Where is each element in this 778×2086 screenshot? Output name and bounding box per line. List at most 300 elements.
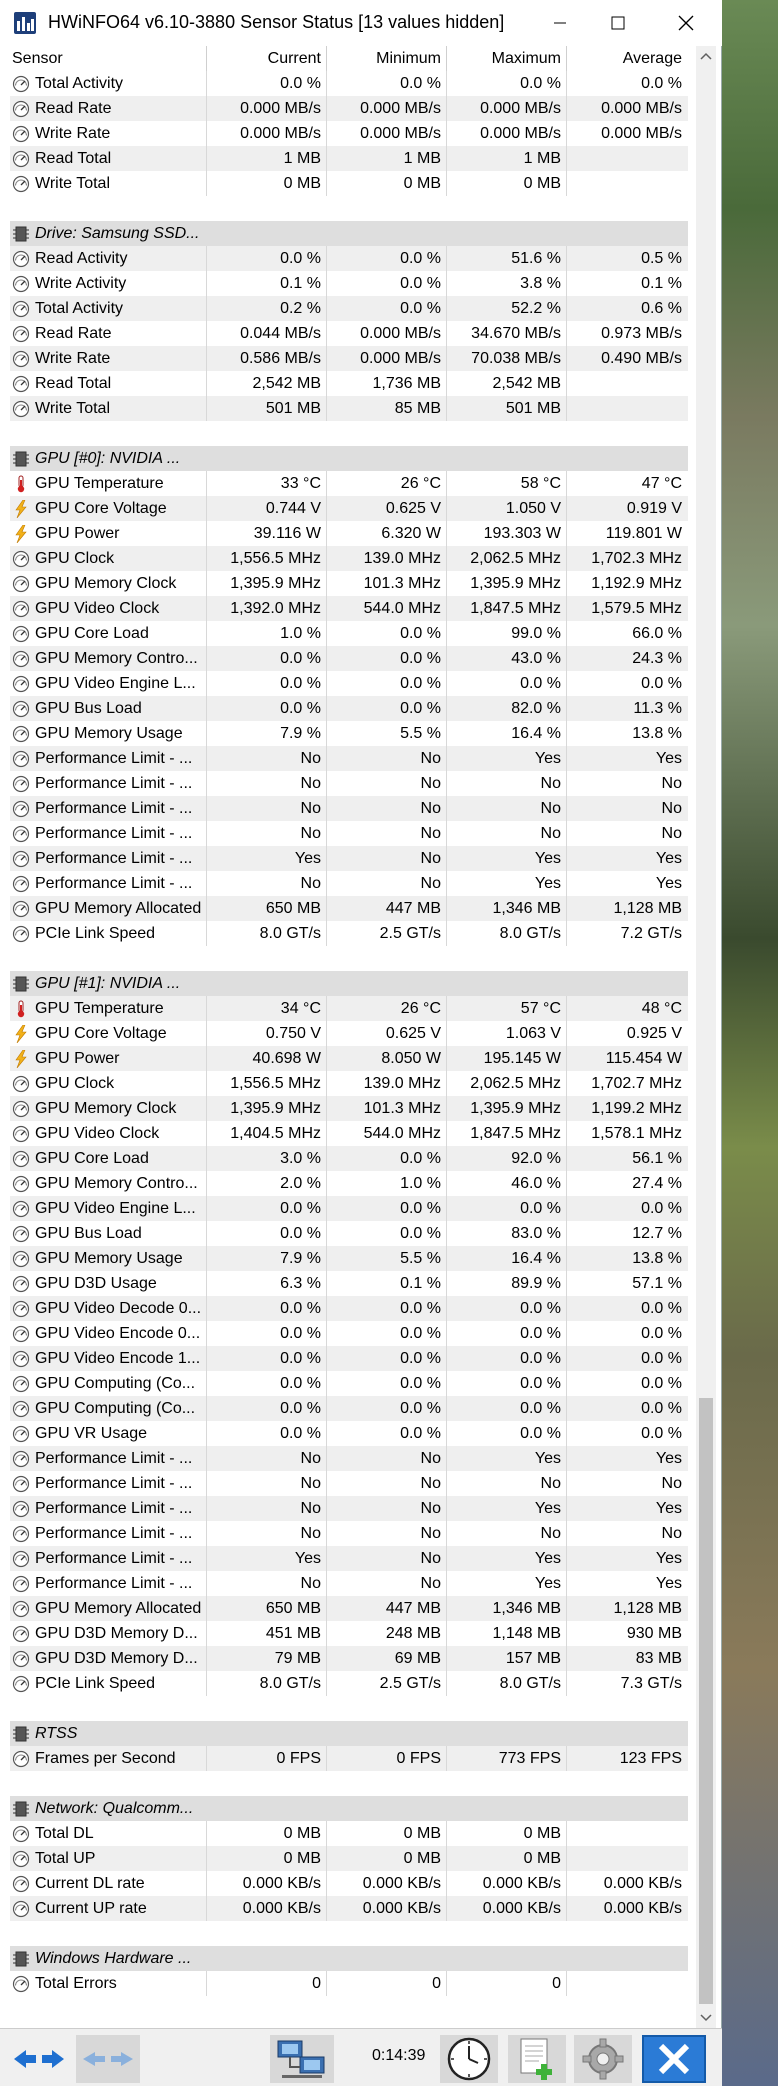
average-value: 83 MB: [635, 1650, 682, 1667]
sensor-name: Performance Limit - ...: [35, 825, 193, 842]
section-header-row[interactable]: [10, 971, 688, 996]
maximum-value: 34.670 MB/s: [471, 325, 561, 342]
sensor-name: GPU Video Encode 0...: [35, 1325, 201, 1342]
column-divider: [326, 1746, 327, 1771]
column-divider: [206, 1196, 207, 1221]
sensor-row-gpu-power[interactable]: [10, 521, 688, 546]
sensor-row-frames-per-second[interactable]: [10, 1746, 688, 1771]
sensor-row-gpu-core-voltage[interactable]: [10, 496, 688, 521]
column-divider: [326, 1671, 327, 1696]
column-divider: [206, 346, 207, 371]
column-divider: [326, 996, 327, 1021]
column-divider: [566, 696, 567, 721]
minimize-button[interactable]: [530, 0, 590, 46]
maximum-value: 0.0 %: [520, 1325, 561, 1342]
sensor-name: Write Total: [35, 400, 110, 417]
sensor-row-total-up[interactable]: [10, 1846, 688, 1871]
sensor-row-total-activity[interactable]: [10, 296, 688, 321]
current-value: 0.0 %: [280, 250, 321, 267]
sensor-name: GPU Temperature: [35, 1000, 164, 1017]
column-divider: [566, 1296, 567, 1321]
average-value: 57.1 %: [632, 1275, 682, 1292]
column-divider: [446, 146, 447, 171]
maximum-value: 89.9 %: [511, 1275, 561, 1292]
sensor-row-gpu-video-engine-l[interactable]: [10, 671, 688, 696]
converge-arrows-icon: [79, 2044, 137, 2074]
column-header-average[interactable]: Average: [622, 50, 682, 67]
minimum-value: 2.5 GT/s: [379, 925, 441, 942]
sensor-row-write-total[interactable]: [10, 171, 688, 196]
sensor-row-gpu-memory-clock[interactable]: [10, 571, 688, 596]
average-value: 0.000 MB/s: [601, 100, 682, 117]
sensor-name: GPU Memory Allocated: [35, 900, 202, 917]
sensor-name: Performance Limit - ...: [35, 800, 193, 817]
gauge-icon: [12, 1421, 30, 1446]
column-divider: [326, 871, 327, 896]
minimum-value: 447 MB: [385, 900, 441, 917]
sensor-row-performance-limit[interactable]: [10, 871, 688, 896]
gauge-icon: [12, 1846, 30, 1871]
average-value: 0.0 %: [641, 1375, 682, 1392]
maximum-value: 0.0 %: [520, 75, 561, 92]
column-divider: [566, 921, 567, 946]
gauge-icon: [12, 821, 30, 846]
minimum-value: No: [420, 875, 441, 892]
network-button[interactable]: [270, 2035, 334, 2083]
sensor-name-cell: [10, 1596, 206, 1621]
gauge-icon: [12, 696, 30, 721]
average-value: 13.8 %: [632, 1250, 682, 1267]
current-value: 0 MB: [283, 1825, 321, 1842]
average-value: 0.0 %: [641, 75, 682, 92]
gauge-icon: [12, 1171, 30, 1196]
maximize-button[interactable]: [588, 0, 648, 46]
minimum-value: 85 MB: [394, 400, 441, 417]
column-divider: [446, 1596, 447, 1621]
sensor-name-cell: [10, 1571, 206, 1596]
sensor-name-cell: [10, 96, 206, 121]
sensor-row-performance-limit[interactable]: [10, 1496, 688, 1521]
column-divider: [566, 1146, 567, 1171]
sensor-row-performance-limit[interactable]: [10, 1546, 688, 1571]
current-value: 0.000 KB/s: [242, 1875, 321, 1892]
sensor-row-read-total[interactable]: [10, 371, 688, 396]
column-divider: [206, 721, 207, 746]
minimum-value: 0.0 %: [400, 300, 441, 317]
sensor-row-total-activity[interactable]: [10, 71, 688, 96]
current-value: No: [300, 1450, 321, 1467]
sensor-name: Current UP rate: [35, 1900, 147, 1917]
scroll-thumb[interactable]: [699, 1398, 713, 2004]
column-divider: [206, 1846, 207, 1871]
column-divider: [206, 1571, 207, 1596]
maximum-value: 43.0 %: [511, 650, 561, 667]
gauge-icon: [12, 871, 30, 896]
log-button[interactable]: [508, 2035, 566, 2083]
scroll-down-button[interactable]: [696, 2008, 716, 2028]
column-divider: [206, 771, 207, 796]
sensor-row-gpu-computing-co[interactable]: [10, 1371, 688, 1396]
minimum-value: 5.5 %: [400, 725, 441, 742]
column-divider: [566, 1621, 567, 1646]
current-value: 0.0 %: [280, 1350, 321, 1367]
column-divider: [566, 796, 567, 821]
column-divider: [566, 1896, 567, 1921]
column-divider: [446, 271, 447, 296]
sensor-name: GPU Clock: [35, 1075, 115, 1092]
column-divider: [446, 1221, 447, 1246]
chip-icon: [12, 446, 30, 471]
gauge-icon: [12, 646, 30, 671]
gauge-icon: [12, 921, 30, 946]
sensor-row-gpu-memory-allocated[interactable]: [10, 1596, 688, 1621]
sensor-row-read-rate[interactable]: [10, 96, 688, 121]
sensor-row-performance-limit[interactable]: [10, 746, 688, 771]
sensor-name-cell: [10, 1271, 206, 1296]
average-value: 0.0 %: [641, 1200, 682, 1217]
current-value: No: [300, 875, 321, 892]
column-divider: [206, 621, 207, 646]
column-divider: [446, 296, 447, 321]
sensor-row-gpu-memory-usage[interactable]: [10, 1246, 688, 1271]
column-divider: [206, 1646, 207, 1671]
average-value: 0.000 MB/s: [601, 125, 682, 142]
column-divider: [206, 596, 207, 621]
chevron-up-icon: [700, 52, 712, 60]
sensor-row-gpu-core-load[interactable]: [10, 1146, 688, 1171]
minimum-value: No: [420, 1500, 441, 1517]
chip-icon: [12, 1721, 30, 1746]
sensor-name: Total Errors: [35, 1975, 117, 1992]
column-header-sensor[interactable]: Sensor: [12, 50, 63, 67]
column-divider: [206, 246, 207, 271]
sensor-row-pcie-link-speed[interactable]: [10, 921, 688, 946]
sensor-row-gpu-power[interactable]: [10, 1046, 688, 1071]
sensor-row-gpu-memory-usage[interactable]: [10, 721, 688, 746]
average-value: Yes: [655, 1500, 682, 1517]
column-header-minimum[interactable]: Minimum: [376, 50, 441, 67]
sensor-row-current-up-rate[interactable]: [10, 1896, 688, 1921]
column-divider: [566, 1046, 567, 1071]
section-label: Drive: Samsung SSD...: [35, 225, 200, 242]
section-label: GPU [#0]: NVIDIA ...: [35, 450, 181, 467]
sensor-name-cell: [10, 646, 206, 671]
section-header-row[interactable]: [10, 1946, 688, 1971]
column-divider: [206, 746, 207, 771]
sensor-name-cell: [10, 1621, 206, 1646]
maximum-value: 52.2 %: [511, 300, 561, 317]
close-x-icon: [656, 2041, 692, 2077]
gauge-icon: [12, 1521, 30, 1546]
close-icon: [678, 15, 694, 31]
sensor-row-gpu-video-engine-l[interactable]: [10, 1196, 688, 1221]
maximum-value: 0.000 MB/s: [480, 125, 561, 142]
minimum-value: 0.000 KB/s: [362, 1900, 441, 1917]
sensor-name-cell: [10, 271, 206, 296]
sensor-row-gpu-memory-contro[interactable]: [10, 1171, 688, 1196]
column-divider: [326, 1596, 327, 1621]
column-divider: [326, 1171, 327, 1196]
column-divider: [566, 1346, 567, 1371]
title-bar[interactable]: [0, 0, 722, 46]
gauge-icon: [12, 1896, 30, 1921]
column-divider: [446, 871, 447, 896]
current-value: 0.0 %: [280, 1375, 321, 1392]
column-divider: [446, 696, 447, 721]
sensor-row-total-errors[interactable]: [10, 1971, 688, 1996]
current-value: 0 MB: [283, 175, 321, 192]
sensor-row-gpu-clock[interactable]: [10, 546, 688, 571]
average-value: [567, 1846, 688, 1871]
gauge-icon: [12, 346, 30, 371]
sensor-row-performance-limit[interactable]: [10, 796, 688, 821]
column-divider: [326, 921, 327, 946]
average-value: 24.3 %: [632, 650, 682, 667]
sensor-row-gpu-video-clock[interactable]: [10, 596, 688, 621]
maximum-value: 0.0 %: [520, 1200, 561, 1217]
column-divider: [446, 1446, 447, 1471]
sensor-name: GPU Memory Usage: [35, 1250, 183, 1267]
minimum-value: 0.000 MB/s: [360, 350, 441, 367]
sensor-row-gpu-d3d-usage[interactable]: [10, 1271, 688, 1296]
clock-button[interactable]: [440, 2035, 498, 2083]
column-divider: [206, 1546, 207, 1571]
column-divider: [326, 1246, 327, 1271]
sensor-row-gpu-clock[interactable]: [10, 1071, 688, 1096]
sensor-row-gpu-temperature[interactable]: [10, 471, 688, 496]
current-value: 8.0 GT/s: [259, 925, 321, 942]
current-value: 650 MB: [265, 1600, 321, 1617]
minimum-value: 0.0 %: [400, 250, 441, 267]
current-value: 34 °C: [280, 1000, 321, 1017]
column-divider: [446, 921, 447, 946]
sensor-row-gpu-d3d-memory-d[interactable]: [10, 1646, 688, 1671]
column-divider: [326, 1646, 327, 1671]
sensor-row-performance-limit[interactable]: [10, 771, 688, 796]
sensor-name: Write Rate: [35, 125, 111, 142]
sensor-name: GPU Memory Allocated: [35, 1600, 202, 1617]
sensor-name: PCIe Link Speed: [35, 1675, 156, 1692]
column-header-current[interactable]: Current: [267, 50, 321, 67]
section-header-row[interactable]: [10, 446, 688, 471]
sensor-row-performance-limit[interactable]: [10, 1571, 688, 1596]
gauge-icon: [12, 746, 30, 771]
column-divider: [206, 996, 207, 1021]
maximum-value: 0 MB: [523, 1850, 561, 1867]
column-divider: [326, 1121, 327, 1146]
sensor-row-read-total[interactable]: [10, 146, 688, 171]
current-value: 1,395.9 MHz: [230, 1100, 321, 1117]
column-divider: [566, 1371, 567, 1396]
gauge-icon: [12, 1746, 30, 1771]
gauge-icon: [12, 1296, 30, 1321]
sensor-row-performance-limit[interactable]: [10, 1521, 688, 1546]
gauge-icon: [12, 596, 30, 621]
gauge-icon: [12, 1621, 30, 1646]
sensor-name-cell: [10, 1896, 206, 1921]
current-value: 6.3 %: [280, 1275, 321, 1292]
column-header-maximum[interactable]: Maximum: [491, 50, 561, 67]
sensor-name: GPU Temperature: [35, 475, 164, 492]
minimum-value: No: [420, 1475, 441, 1492]
average-value: 1,128 MB: [613, 900, 682, 917]
status-bar: [0, 2028, 722, 2086]
column-divider: [206, 821, 207, 846]
maximum-value: 46.0 %: [511, 1175, 561, 1192]
column-divider: [326, 1221, 327, 1246]
sensor-row-gpu-core-voltage[interactable]: [10, 1021, 688, 1046]
sensor-row-gpu-bus-load[interactable]: [10, 1221, 688, 1246]
sensor-row-read-activity[interactable]: [10, 246, 688, 271]
sensor-row-performance-limit[interactable]: [10, 1446, 688, 1471]
sensor-name-cell: [10, 746, 206, 771]
sensor-row-gpu-memory-allocated[interactable]: [10, 896, 688, 921]
gauge-icon: [12, 1246, 30, 1271]
sensor-row-gpu-video-decode-0[interactable]: [10, 1296, 688, 1321]
gauge-icon: [12, 121, 30, 146]
minimum-value: 26 °C: [400, 475, 441, 492]
average-value: 0.0 %: [641, 1325, 682, 1342]
column-divider: [206, 1446, 207, 1471]
section-header-row[interactable]: [10, 221, 688, 246]
column-divider: [326, 1821, 327, 1846]
maximum-value: 1,148 MB: [492, 1625, 561, 1642]
scroll-up-button[interactable]: [696, 46, 716, 66]
minimum-value: 0 FPS: [396, 1750, 441, 1767]
vertical-scrollbar[interactable]: [696, 46, 716, 2028]
sensor-name: GPU D3D Usage: [35, 1275, 157, 1292]
sensor-row-gpu-video-encode-0[interactable]: [10, 1321, 688, 1346]
gauge-icon: [12, 71, 30, 96]
column-divider: [566, 746, 567, 771]
nav-arrows-button[interactable]: [10, 2035, 68, 2083]
column-divider: [446, 321, 447, 346]
column-divider: [566, 1271, 567, 1296]
column-divider: [206, 121, 207, 146]
minimum-value: No: [420, 1450, 441, 1467]
sensor-name-cell: [10, 671, 206, 696]
maximum-value: 58 °C: [520, 475, 561, 492]
column-divider: [566, 371, 567, 396]
sensor-row-gpu-core-load[interactable]: [10, 621, 688, 646]
column-divider: [446, 721, 447, 746]
current-value: 1,556.5 MHz: [230, 550, 321, 567]
average-value: No: [661, 775, 682, 792]
sensor-row-gpu-temperature[interactable]: [10, 996, 688, 1021]
sensor-row-gpu-video-clock[interactable]: [10, 1121, 688, 1146]
column-divider: [206, 1021, 207, 1046]
sensor-row-current-dl-rate[interactable]: [10, 1871, 688, 1896]
minimum-value: 1 MB: [403, 150, 441, 167]
sensor-row-read-rate[interactable]: [10, 321, 688, 346]
settings-button[interactable]: [574, 2035, 632, 2083]
average-value: [567, 371, 688, 396]
minimum-value: 0.0 %: [400, 1225, 441, 1242]
minimum-value: No: [420, 1525, 441, 1542]
sensor-row-gpu-memory-clock[interactable]: [10, 1096, 688, 1121]
sensor-row-write-activity[interactable]: [10, 271, 688, 296]
sensor-name-cell: [10, 996, 206, 1021]
column-divider: [326, 1096, 327, 1121]
gauge-icon: [12, 246, 30, 271]
new-log-icon: [515, 2036, 559, 2082]
close-button[interactable]: [656, 0, 716, 46]
section-header-row[interactable]: [10, 1796, 688, 1821]
column-divider: [446, 771, 447, 796]
minimum-value: 0.0 %: [400, 650, 441, 667]
close-sensors-button[interactable]: [642, 2035, 706, 2083]
network-computers-icon: [274, 2037, 330, 2081]
sensor-name: Performance Limit - ...: [35, 1475, 193, 1492]
column-divider: [326, 1496, 327, 1521]
column-divider: [566, 496, 567, 521]
column-divider: [206, 1296, 207, 1321]
sensor-name-cell: [10, 1746, 206, 1771]
collapse-arrows-button[interactable]: [76, 2035, 140, 2083]
sensor-row-performance-limit[interactable]: [10, 821, 688, 846]
sensor-row-gpu-d3d-memory-d[interactable]: [10, 1621, 688, 1646]
sensor-row-performance-limit[interactable]: [10, 846, 688, 871]
sensor-row-gpu-video-encode-1[interactable]: [10, 1346, 688, 1371]
sensor-row-gpu-memory-contro[interactable]: [10, 646, 688, 671]
column-divider: [206, 1821, 207, 1846]
sensor-name: GPU Video Clock: [35, 1125, 160, 1142]
sensor-row-total-dl[interactable]: [10, 1821, 688, 1846]
maximum-value: 70.038 MB/s: [471, 350, 561, 367]
column-divider: [206, 146, 207, 171]
column-divider: [566, 271, 567, 296]
column-divider: [446, 821, 447, 846]
maximum-value: 1.050 V: [505, 500, 561, 517]
sensor-table[interactable]: [10, 46, 688, 2028]
sensor-row-write-rate[interactable]: [10, 346, 688, 371]
sensor-row-gpu-vr-usage[interactable]: [10, 1421, 688, 1446]
gauge-icon: [12, 1446, 30, 1471]
column-divider: [326, 1446, 327, 1471]
current-value: 1,556.5 MHz: [230, 1075, 321, 1092]
current-value: 650 MB: [265, 900, 321, 917]
sensor-row-write-total[interactable]: [10, 396, 688, 421]
current-value: No: [300, 1475, 321, 1492]
column-divider: [206, 396, 207, 421]
average-value: 0.6 %: [641, 300, 682, 317]
column-divider: [326, 1046, 327, 1071]
sensor-name-cell: [10, 921, 206, 946]
column-divider: [446, 1271, 447, 1296]
maximum-value: 1.063 V: [505, 1025, 561, 1042]
maximize-icon: [611, 16, 625, 30]
minimum-value: 0.0 %: [400, 1200, 441, 1217]
column-divider: [446, 1171, 447, 1196]
maximum-value: 1 MB: [523, 150, 561, 167]
sensor-row-performance-limit[interactable]: [10, 1471, 688, 1496]
sensor-row-gpu-computing-co[interactable]: [10, 1396, 688, 1421]
column-divider: [446, 1421, 447, 1446]
sensor-name-cell: [10, 1071, 206, 1096]
sensor-row-write-rate[interactable]: [10, 121, 688, 146]
maximum-value: No: [540, 825, 561, 842]
column-divider: [206, 846, 207, 871]
sensor-row-pcie-link-speed[interactable]: [10, 1671, 688, 1696]
section-header-row[interactable]: [10, 1721, 688, 1746]
sensor-row-gpu-bus-load[interactable]: [10, 696, 688, 721]
column-divider: [446, 1621, 447, 1646]
column-divider: [566, 1121, 567, 1146]
sensor-name-cell: [10, 1096, 206, 1121]
column-divider: [566, 321, 567, 346]
gauge-icon: [12, 621, 30, 646]
sensor-name: Write Activity: [35, 275, 127, 292]
